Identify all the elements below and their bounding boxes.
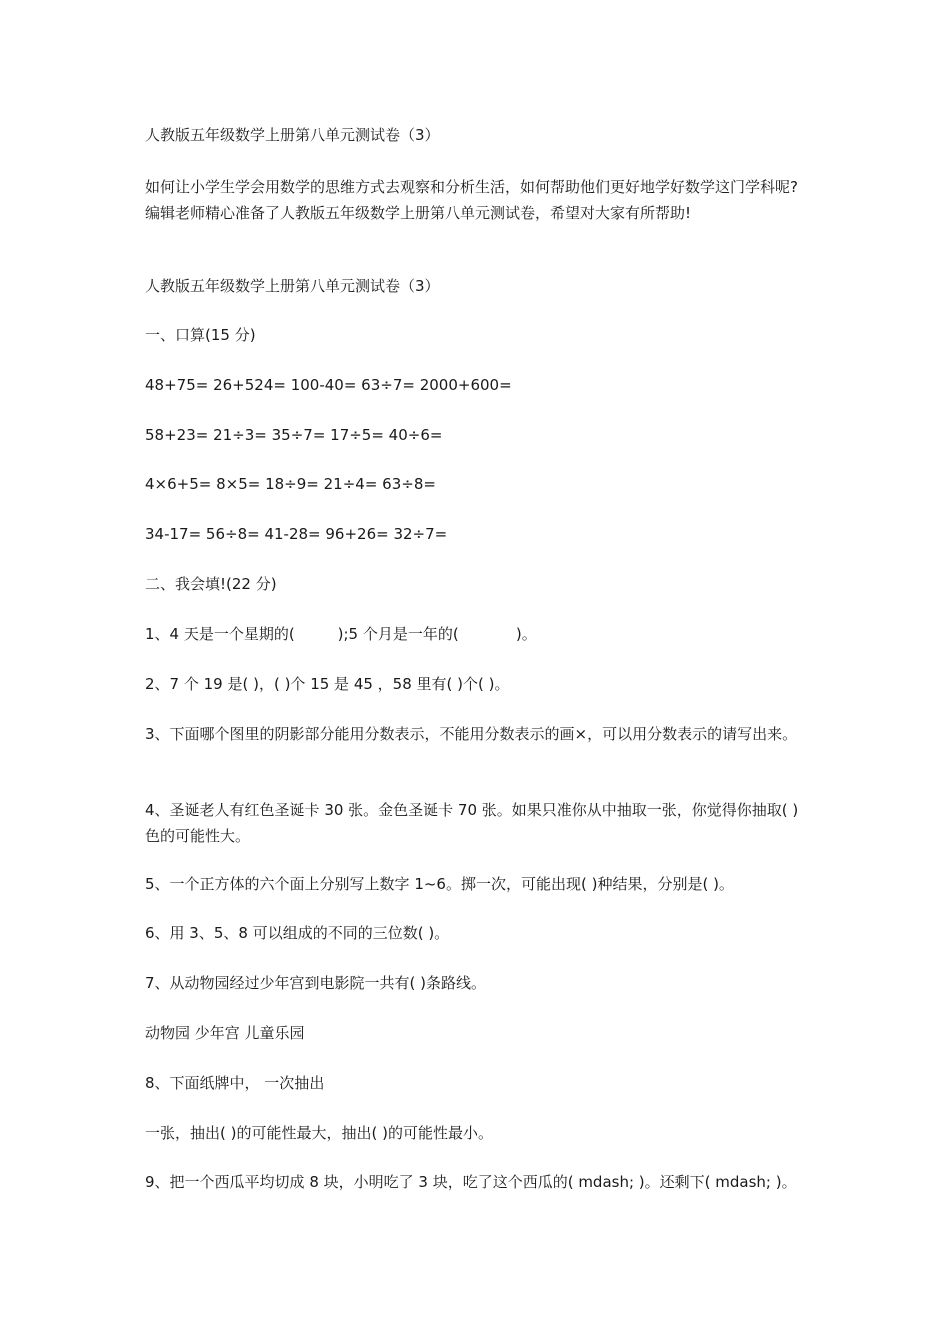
- section2-heading: 二、我会填!(22 分): [145, 575, 277, 593]
- question-item: 5、一个正方体的六个面上分别写上数字 1~6。掷一次，可能出现( )种结果，分别是( )。: [145, 875, 734, 893]
- question-item: 7、从动物园经过少年宫到电影院一共有( )条路线。: [145, 974, 487, 992]
- arithmetic-row: 34-17= 56÷8= 41-28= 96+26= 32÷7=: [145, 525, 448, 543]
- intro-paragraph: 如何让小学生学会用数学的思维方式去观察和分析生活，如何帮助他们更好地学好数学这门学科呢?编辑老师精心准备了人教版五年级数学上册第八单元测试卷，希望对大家有所帮助!: [145, 178, 798, 222]
- question-item: 4、圣诞老人有红色圣诞卡 30 张。金色圣诞卡 70 张。如果只准你从中抽取一张，你觉得你抽取( )色的可能性大。: [145, 801, 799, 845]
- arithmetic-row: 48+75= 26+524= 100-40= 63÷7= 2000+600=: [145, 376, 512, 394]
- question-item: 2、7 个 19 是( )，( )个 15 是 45 ，58 里有( )个( )。: [145, 675, 510, 693]
- question-item: 6、用 3、5、8 可以组成的不同的三位数( )。: [145, 924, 450, 942]
- question-item: 动物园 少年宫 儿童乐园: [145, 1024, 305, 1042]
- question-item: 8、下面纸牌中， 一次抽出: [145, 1074, 325, 1092]
- question-item: 一张，抽出( )的可能性最大，抽出( )的可能性最小。: [145, 1124, 493, 1142]
- document-title: 人教版五年级数学上册第八单元测试卷（3）: [145, 126, 440, 144]
- question-item: 3、下面哪个图里的阴影部分能用分数表示，不能用分数表示的画×，可以用分数表示的请写出来。: [145, 725, 798, 743]
- question-item: 9、把一个西瓜平均切成 8 块，小明吃了 3 块，吃了这个西瓜的( mdash; )。还剩下( mdash; )。: [145, 1173, 797, 1191]
- question-item: 1、4 天是一个星期的( );5 个月是一年的( )。: [145, 625, 537, 643]
- document-title-repeat: 人教版五年级数学上册第八单元测试卷（3）: [145, 277, 440, 295]
- arithmetic-row: 4×6+5= 8×5= 18÷9= 21÷4= 63÷8=: [145, 475, 436, 493]
- section1-heading: 一、口算(15 分): [145, 326, 256, 344]
- arithmetic-row: 58+23= 21÷3= 35÷7= 17÷5= 40÷6=: [145, 426, 443, 444]
